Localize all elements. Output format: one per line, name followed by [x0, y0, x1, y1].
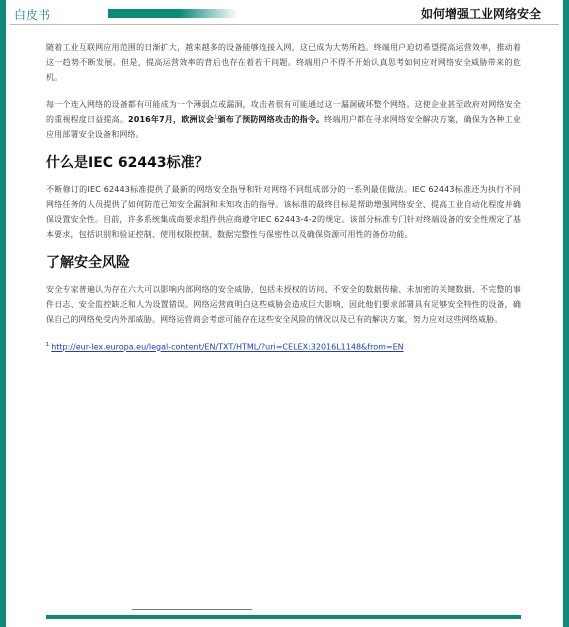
footnote-separator — [132, 609, 252, 610]
footer-accent-stripe — [46, 615, 521, 619]
footnote-number: 1 — [46, 342, 50, 348]
footnote-reference[interactable]: 1 — [214, 114, 218, 121]
intro-paragraph-2-bold: 2016年7月，欧洲议会 — [128, 115, 215, 124]
intro-paragraph-2-text-b: 终端用户都在寻求网络安全解决方案，确保为各种工业应用部署安全设备和网络。 — [46, 115, 521, 139]
footnote-link[interactable]: http://eur-lex.europa.eu/legal-content/EN/TXT/HTML/?uri=CELEX:32016L1148&from=EN — [51, 342, 404, 352]
document-title: 如何增强工业网络安全 — [420, 7, 541, 21]
document-type-label: 白皮书 — [14, 8, 51, 22]
footnote — [46, 339, 521, 354]
section-iec-62443-body: 不断修订的IEC 62443标准提供了最新的网络安全指导和针对网络不同组成部分的一系列最佳做法。IEC 62443标准还为执行不同网络任务的人员提供了如何防范已知安全漏洞和未知攻击的指导。该标准的最终目标是帮助增强网络安全、提高工业自动化程度并确保设置安全性。目前，许多系统集成商要求组件供应商遵守IEC 62443-4-2的规定。该部分标准专门针对终端设备的安全性规定了基本要求，包括识别和验证控制、使用权限控制、数据完整性与保密性以及确保资源可用性的备份功能。 — [46, 185, 521, 239]
header-divider — [10, 24, 559, 25]
left-accent-bar — [0, 0, 6, 627]
header-decorative-stripe — [108, 9, 238, 18]
main-content — [46, 40, 521, 354]
section-security-risks-body: 安全专家普遍认为存在六大可以影响内部网络的安全威胁，包括未授权的访问、不安全的数据传输、未加密的关键数据、不完整的事件日志、安全监控缺乏和人为设置错误。网络运营商明白这些威胁会造成巨大影响，因此他们要求部署具有足够安全特性的设备，确保自己的网络免受内外部威胁。网络运营商会考虑可能存在这些安全风险的情况以及已有的解决方案，努力应对这些网络威胁。 — [46, 285, 521, 324]
intro-paragraph-2-text-a: 每一个连入网络的设备都有可能成为一个薄弱点或漏洞，攻击者很有可能通过这一漏洞破坏整个网络。这使企业甚至政府对网络安全的重视程度日益提高。 — [46, 100, 521, 124]
section-heading-security-risks: 了解安全风险 — [46, 255, 130, 271]
intro-paragraph-1: 随着工业互联网应用范围的日渐扩大，越来越多的设备能够连接入网，这已成为大势所趋。终端用户迫切希望提高运营效率，推动着这一趋势不断发展。但是，提高运营效率的背后也存在着若干问题。终端用户不得不开始认真思考如何应对网络安全威胁带来的危机。 — [46, 43, 521, 82]
intro-paragraph-2-bold-2: 颁布了预防网络攻击的指令。 — [217, 115, 325, 124]
section-heading-iec-62443: 什么是IEC 62443标准？ — [46, 155, 209, 171]
intro-paragraph-2 — [46, 97, 521, 142]
right-accent-bar — [563, 0, 569, 627]
